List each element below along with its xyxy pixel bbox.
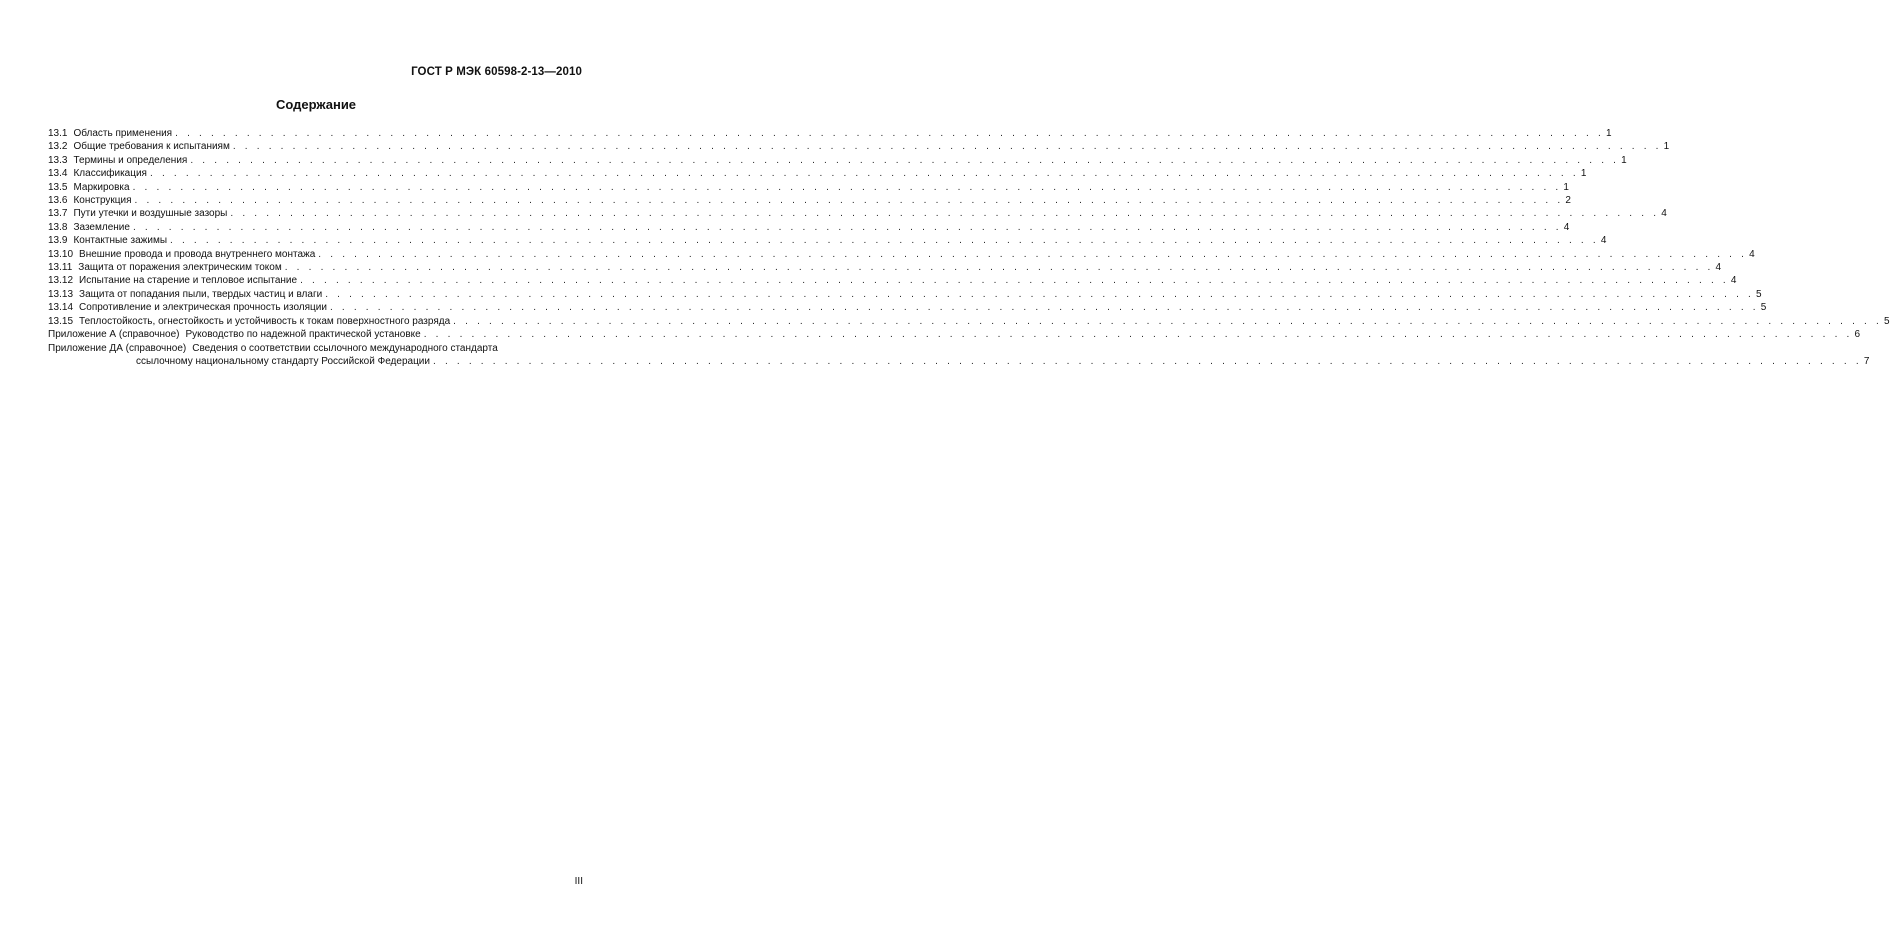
toc-leader-dots: . . . . . . . . . . . . . . . . . . . . . . . . . . . . . . . . . . . . . . . . . . . . . . . . . . . . . . . . . . . . . . . . . . . . . . . . . . . . . . . . . . . . . . . . . . . . . . . . . . . . . . . . . . . . . . . . . . . . . . . . (170, 235, 1599, 247)
toc-entry-label (48, 261, 285, 274)
toc-entry-number: 13.2 (48, 141, 68, 153)
toc-entry-label (48, 207, 230, 220)
toc-entry-title: Внешние провода и провода внутреннего монтажа (79, 248, 316, 260)
toc-leader-dots: . . . . . . . . . . . . . . . . . . . . . . . . . . . . . . . . . . . . . . . . . . . . . . . . . . . . . . . . . . . . . . . . . . . . . . . . . . . . . . . . . . . . . . . . . . . . . . . . . . . . . . . . . . . . . . . . . . . . . . . . (318, 248, 1748, 260)
toc-entry-number: 13.7 (48, 208, 68, 220)
toc-leader-dots: . . . . . . . . . . . . . . . . . . . . . . . . . . . . . . . . . . . . . . . . . . . . . . . . . . . . . . . . . . . . . . . . . . . . . . . . . . . . . . . . . . . . . . . . . . . . . . . . . . . . . . . . . . . . . . . . . . . . . . . . (230, 208, 1660, 220)
toc-entry-label (48, 274, 300, 287)
toc-entry-label (136, 355, 433, 368)
toc-entry-number: 13.3 (48, 154, 68, 166)
toc-entry-label (48, 315, 453, 328)
document-header: ГОСТ Р МЭК 60598-2-13—2010 (411, 66, 582, 78)
toc-entry-title: Классификация (73, 168, 147, 180)
toc-entry-title: Общие требования к испытаниям (73, 141, 230, 153)
toc-entry[interactable] (48, 342, 583, 355)
toc-entry-title: Термины и определения (73, 154, 188, 166)
toc-entry-number: 13.15 (48, 315, 74, 327)
toc-entry[interactable] (48, 154, 1627, 167)
toc-leader-dots: . . . . . . . . . . . . . . . . . . . . . . . . . . . . . . . . . . . . . . . . . . . . . . . . . . . . . . . . . . . . . . . . . . . . . . . . . . . . . . . . . . . . . . . . . . . . . . . . . . . . . . . . . . . . . . . . . . . . . . . . (132, 181, 1562, 193)
appendix-title-continued: ссылочному национальному стандарту Российской Федерации (136, 355, 430, 367)
toc-entry[interactable] (48, 181, 1569, 194)
toc-entry-title: Сопротивление и электрическая прочность изоляции (79, 302, 327, 314)
toc-entry-page: 2 (1565, 195, 1571, 207)
toc-entry-title: Маркировка (73, 181, 130, 193)
toc-entry-label (48, 288, 325, 301)
toc-entry-number: 13.8 (48, 221, 68, 233)
toc-entry[interactable] (48, 248, 1755, 261)
toc-entry[interactable] (48, 194, 1571, 207)
toc-entry-number: 13.5 (48, 181, 68, 193)
toc-entry-page: 7 (1863, 355, 1870, 367)
page-number: III (574, 876, 583, 887)
toc-entry-number: 13.1 (48, 128, 68, 139)
toc-entry[interactable] (48, 274, 1737, 287)
toc-entry[interactable] (48, 167, 1587, 180)
toc-entry-title: Контактные зажимы (73, 235, 168, 247)
appendix-title: Руководство по надежной практической установке (185, 329, 421, 341)
toc-entry-page: 4 (1600, 235, 1607, 247)
toc-entry-label (48, 127, 175, 140)
toc-entry-label (48, 181, 133, 194)
toc-entry-title: Теплостойкость, огнестойкость и устойчивость к токам поверхностного разряда (79, 315, 451, 327)
toc-entry-page: 5 (1883, 315, 1890, 327)
toc-entry-page: 1 (1621, 154, 1627, 166)
toc-entry-label (48, 234, 170, 247)
toc-entry-title: Пути утечки и воздушные зазоры (73, 208, 228, 220)
toc-entry-page: 1 (1663, 141, 1670, 153)
toc-entry-number: 13.13 (48, 288, 74, 300)
toc-leader-dots: . . . . . . . . . . . . . . . . . . . . . . . . . . . . . . . . . . . . . . . . . . . . . . . . . . . . . . . . . . . . . . . . . . . . . . . . . . . . . . . . . . . . . . . . . . . . . . . . . . . . . . . . . . . . . . . . . . . . . . . . (190, 154, 1620, 166)
toc-entry-page: 1 (1563, 181, 1569, 193)
toc-entry-page: 5 (1756, 288, 1762, 300)
toc-entry[interactable] (48, 127, 1612, 140)
toc-entry-label (48, 342, 501, 355)
toc-leader-dots: . . . . . . . . . . . . . . . . . . . . . . . . . . . . . . . . . . . . . . . . . . . . . . . . . . . . . . . . . . . . . . . . . . . . . . . . . . . . . . . . . . . . . . . . . . . . . . . . . . . . . . . . . . . . . . . . . . . . . . . . (453, 315, 1882, 327)
toc-entry[interactable] (48, 221, 1570, 234)
toc-entry-page: 6 (1854, 329, 1861, 341)
toc-entry-label (48, 301, 330, 314)
toc-leader-dots: . . . . . . . . . . . . . . . . . . . . . . . . . . . . . . . . . . . . . . . . . . . . . . . . . . . . . . . . . . . . . . . . . . . . . . . . . . . . . . . . . . . . . . . . . . . . . . . . . . . . . . . . . . . . . . . . . . . . . . . . (329, 302, 1759, 314)
toc-entry-page: 4 (1661, 208, 1667, 220)
toc-entry-page: 1 (1580, 168, 1587, 180)
toc-entry-number: 13.11 (48, 262, 73, 274)
toc-entry-title: Конструкция (73, 195, 132, 207)
toc-leader-dots: . . . . . . . . . . . . . . . . . . . . . . . . . . . . . . . . . . . . . . . . . . . . . . . . . . . . . . . . . . . . . . . . . . . . . . . . . . . . . . . . . . . . . . . . . . . . . . . . . . . . . . . . . . . . . . . . . . . . . . . . (325, 288, 1755, 300)
toc-title: Содержание (275, 97, 357, 112)
toc-leader-dots: . . . . . . . . . . . . . . . . . . . . . . . . . . . . . . . . . . . . . . . . . . . . . . . . . . . . . . . . . . . . . . . . . . . . . . . . . . . . . . . . . . . . . . . . . . . . . . . . . . . . . . . . . . . . . . . . . . . . . . . . (132, 221, 1562, 233)
toc-entry-number: 13.4 (48, 168, 68, 180)
toc-entry-page: 4 (1715, 262, 1722, 274)
toc-entry[interactable] (48, 207, 1667, 220)
toc-entry-label (48, 140, 233, 153)
toc-leader-dots: . . . . . . . . . . . . . . . . . . . . . . . . . . . . . . . . . . . . . . . . . . . . . . . . . . . . . . . . . . . . . . . . . . . . . . . . . . . . . . . . . . . . . . . . . . . . . . . . . . . . . . . . . . . . . . . . . . . . . . . . (284, 262, 1714, 274)
toc-leader-dots: . . . . . . . . . . . . . . . . . . . . . . . . . . . . . . . . . . . . . . . . . . . . . . . . . . . . . . . . . . . . . . . . . . . . . . . . . . . . . . . . . . . . . . . . . . . . . . . . . . . . . . . . . . . . . . . . . . . . . . . . (149, 168, 1579, 180)
toc-entry-label (48, 154, 190, 167)
toc-leader-dots: . . . . . . . . . . . . . . . . . . . . . . . . . . . . . . . . . . . . . . . . . . . . . . . . . . . . . . . . . . . . . . . . . . . . . . . . . . . . . . . . . . . . . . . . . . . . . . . . . . . . . . . . . . . . . . . . . . . . . . . . (423, 329, 1853, 341)
appendix-title: Сведения о соответствии ссылочного международного стандарта (192, 342, 498, 354)
toc-entry[interactable] (48, 140, 1670, 153)
toc-entry[interactable] (48, 315, 1890, 328)
toc-entry[interactable] (48, 261, 1722, 274)
toc-leader-dots: . . . . . . . . . . . . . . . . . . . . . . . . . . . . . . . . . . . . . . . . . . . . . . . . . . . . . . . . . . . . . . . . . . . . . . . . . . . . . . . . . . . . . . . . . . . . . . . . . . . . . . . . . . . . . . . . . . . . . . . . (432, 355, 1862, 367)
appendix-label: Приложение А (справочное) (48, 329, 180, 341)
toc-leader-dots: . . . . . . . . . . . . . . . . . . . . . . . . . . . . . . . . . . . . . . . . . . . . . . . . . . . . . . . . . . . . . . . . . . . . . . . . . . . . . . . . . . . . . . . . . . . . . . . . . . . . . . . . . . . . . . . . . . . . . . . . (134, 195, 1564, 207)
toc-entry-label (48, 194, 135, 207)
toc-entry-label (48, 328, 424, 341)
toc-leader-dots: . . . . . . . . . . . . . . . . . . . . . . . . . . . . . . . . . . . . . . . . . . . . . . . . . . . . . . . . . . . . . . . . . . . . . . . . . . . . . . . . . . . . . . . . . . . . . . . . . . . . . . . . . . . . . . . . . . . . . . . . (175, 128, 1604, 139)
table-of-contents (48, 127, 1890, 368)
toc-entry-title: Область применения (73, 128, 173, 139)
toc-leader-dots: . . . . . . . . . . . . . . . . . . . . . . . . . . . . . . . . . . . . . . . . . . . . . . . . . . . . . . . . . . . . . . . . . . . . . . . . . . . . . . . . . . . . . . . . . . . . . . . . . . . . . . . . . . . . . . . . . . . . . . . . (300, 275, 1729, 287)
toc-entry[interactable] (48, 301, 1767, 314)
toc-entry-number: 13.6 (48, 195, 68, 207)
toc-entry-label (48, 167, 150, 180)
toc-entry[interactable] (48, 328, 1861, 341)
appendix-label: Приложение ДА (справочное) (48, 342, 187, 354)
toc-entry-page: 4 (1730, 275, 1737, 287)
toc-entry-number: 13.12 (48, 275, 74, 287)
toc-entry[interactable] (48, 234, 1607, 247)
toc-entry-page: 1 (1605, 128, 1612, 139)
toc-entry-page: 4 (1563, 221, 1570, 233)
toc-entry-number: 13.14 (48, 302, 74, 314)
toc-entry-title: Защита от попадания пыли, твердых частиц и влаги (79, 288, 323, 300)
toc-entry-label (48, 248, 318, 261)
toc-entry[interactable] (48, 355, 1870, 368)
toc-entry-number: 13.10 (48, 248, 74, 260)
toc-leader-dots: . . . . . . . . . . . . . . . . . . . . . . . . . . . . . . . . . . . . . . . . . . . . . . . . . . . . . . . . . . . . . . . . . . . . . . . . . . . . . . . . . . . . . . . . . . . . . . . . . . . . . . . . . . . . . . . . . . . . . . . . (232, 141, 1662, 153)
toc-entry-title: Заземление (73, 221, 130, 233)
toc-entry-number: 13.9 (48, 235, 68, 247)
toc-entry-page: 4 (1749, 248, 1755, 260)
toc-entry-title: Испытание на старение и тепловое испытание (79, 275, 298, 287)
toc-entry-page: 5 (1760, 302, 1767, 314)
toc-entry[interactable] (48, 288, 1762, 301)
toc-entry-label (48, 221, 133, 234)
toc-entry-title: Защита от поражения электрическим током (78, 262, 282, 274)
